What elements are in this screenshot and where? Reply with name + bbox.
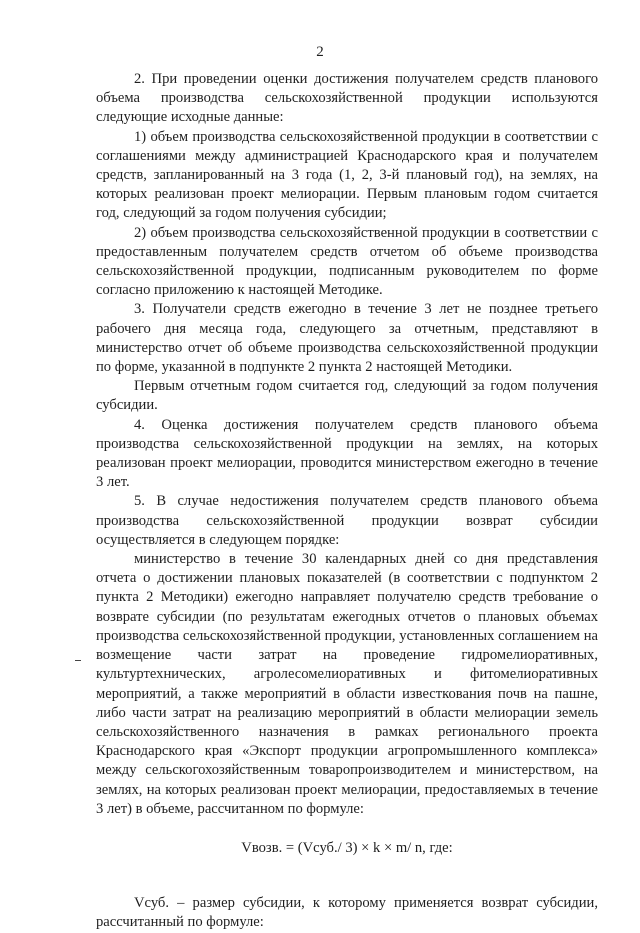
paragraph-5: 5. В случае недостижения получателем средств планового объема производства сельскохозяйственной продукции возврат субсидии осуществляется в следующем порядке: [96,493,598,548]
formula: Vвозв. = (Vсуб./ 3) × k × m/ n, где: [241,839,453,856]
paragraph-3: 3. Получатели средств ежегодно в течение 3 лет не позднее третьего рабочего дня месяца года, следующего за отчетным, представляют в министерство отчет об объеме производства сельскохозяйственной продукции по форме, указанной в подпункте 2 пункта 2 настоящей Методики. [96,301,598,376]
paragraph-2-1: 1) объем производства сельскохозяйственной продукции в соответствии с соглашениями между администрацией Краснодарского края и получателем средств, запланированный на 3 года (1, 2, 3-й плановый год), на землях, на которых реализован проект мелиорации. Первым плановым годом считается год, следующий за годом получения субсидии; [96,128,598,222]
paragraph-4: 4. Оценка достижения получателем средств планового объема производства сельскохозяйственной продукции на землях, на которых реализован проект мелиорации, проводится министерством ежегодно в течение 3 лет. [96,416,598,491]
definition: Vсуб. – размер субсидии, к которому применяется возврат субсидии, рассчитанный по формуле: [96,895,598,931]
paragraph-3-note: Первым отчетным годом считается год, следующий за годом получения субсидии. [96,378,598,414]
document-body [96,70,598,933]
paragraph-5-procedure: министерство в течение 30 календарных дней со дня представления отчета о достижении плановых показателей (в соответствии с подпунктом 2 пункта 2 Методики) ежегодно направляет получателю средств требование о возврате субсидии (по результатам ежегодных отчетов о плановых объемах производства сельскохозяйственной продукции, установленных соглашением на возмещение части затрат на проведение гидромелиоративных, культуртехнических, агролесомелиоративных и фитомелиоративных мероприятий, а также мероприятий в области известкования почв на пашне, либо части затрат на реализацию мероприятий в области мелиорации земель сельскохозяйственного назначения в рамках регионального проекта Краснодарского края «Экспорт продукции агропромышленного комплекса» между сельскогохозяйственным товаропроизводителем и министерством, на землях, на которых реализован проект мелиорации, предоставляемых в течение 3 лет) в объеме, рассчитанном по формуле: [96,551,598,817]
margin-mark [75,660,81,661]
page-number: 2 [316,44,324,60]
paragraph-2-2: 2) объем производства сельскохозяйственной продукции в соответствии с предоставленным получателем средств отчетом об объеме производства сельскохозяйственной продукции, подписанным руководителем по форме согласно приложению к настоящей Методике. [96,224,598,299]
paragraph-2: 2. При проведении оценки достижения получателем средств планового объема производства сельскохозяйственной продукции используются следующие исходные данные: [96,71,598,126]
